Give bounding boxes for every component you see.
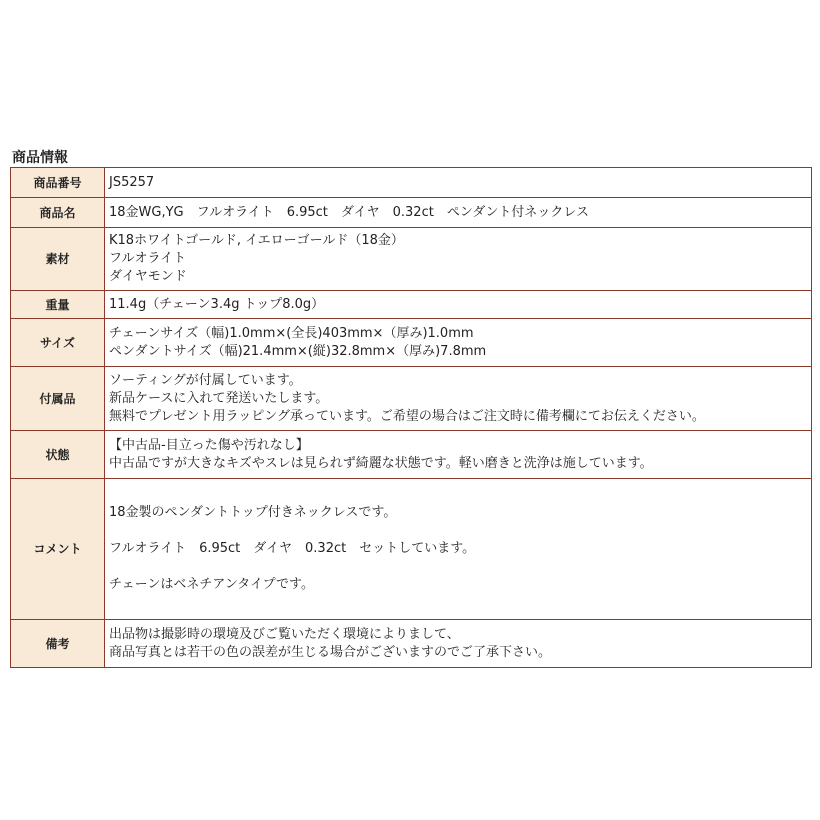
- value-line: 18金製のペンダントトップ付きネックレスです。: [109, 505, 397, 520]
- row-value: [105, 291, 812, 319]
- row-label: 素材: [11, 228, 105, 291]
- section-title: 商品情報: [12, 150, 68, 166]
- row-label: 状態: [11, 431, 105, 479]
- row-material: [11, 228, 812, 291]
- value-line: 出品物は撮影時の環境及びご覧いただく環境によりまして、: [109, 626, 460, 642]
- row-label: 備考: [11, 620, 105, 668]
- row-size: [11, 319, 812, 367]
- row-accessories: [11, 367, 812, 431]
- value-line: 商品写真とは若干の色の誤差が生じる場合がございますのでご了承下さい。: [109, 644, 552, 660]
- value-line: フルオライト 6.95ct ダイヤ 0.32ct セットしています。: [109, 541, 476, 556]
- row-comment: [11, 479, 812, 620]
- value-line: 11.4g（チェーン3.4g トップ8.0g）: [109, 296, 325, 312]
- value-line: フルオライト: [109, 251, 187, 266]
- row-item-number: [11, 168, 812, 198]
- row-value: [105, 431, 812, 479]
- row-label: 商品名: [11, 198, 105, 228]
- row-product-name: [11, 198, 812, 228]
- row-label: コメント: [11, 479, 105, 620]
- row-label: サイズ: [11, 319, 105, 367]
- value-line: 18金WG,YG フルオライト 6.95ct ダイヤ 0.32ct ペンダント付ネックレス: [109, 204, 590, 220]
- value-line: JS5257: [109, 174, 155, 190]
- value-line: ダイヤモンド: [109, 269, 187, 284]
- row-label: 重量: [11, 291, 105, 319]
- value-line: 中古品ですが大きなキズやスレは見られず綺麗な状態です。軽い磨きと洗浄は施しています。: [109, 455, 653, 471]
- row-value: [105, 319, 812, 367]
- value-line: ペンダントサイズ（幅)21.4mm×(縦)32.8mm×（厚み)7.8mm: [109, 343, 487, 359]
- value-line: ソーティングが付属しています。: [109, 372, 302, 388]
- row-label: 商品番号: [11, 168, 105, 198]
- product-info-table: [10, 167, 812, 668]
- row-weight: [11, 291, 812, 319]
- value-line: 新品ケースに入れて発送いたします。: [109, 390, 329, 406]
- row-value: [105, 168, 812, 198]
- row-condition: [11, 431, 812, 479]
- row-value: [105, 228, 812, 291]
- value-line: チェーンサイズ（幅)1.0mm×(全長)403mm×（厚み)1.0mm: [109, 325, 474, 341]
- row-value: [105, 479, 812, 620]
- row-value: [105, 367, 812, 431]
- value-line: 無料でプレゼント用ラッピング承っています。ご希望の場合はご注文時に備考欄にてお伝えください。: [109, 408, 705, 424]
- row-value: [105, 620, 812, 668]
- row-notes: [11, 620, 812, 668]
- value-line: 【中古品-目立った傷や汚れなし】: [109, 437, 309, 453]
- value-line: K18ホワイトゴールド, イエローゴールド（18金）: [109, 233, 404, 248]
- row-value: [105, 198, 812, 228]
- value-line: チェーンはベネチアンタイプです。: [109, 577, 315, 592]
- row-label: 付属品: [11, 367, 105, 431]
